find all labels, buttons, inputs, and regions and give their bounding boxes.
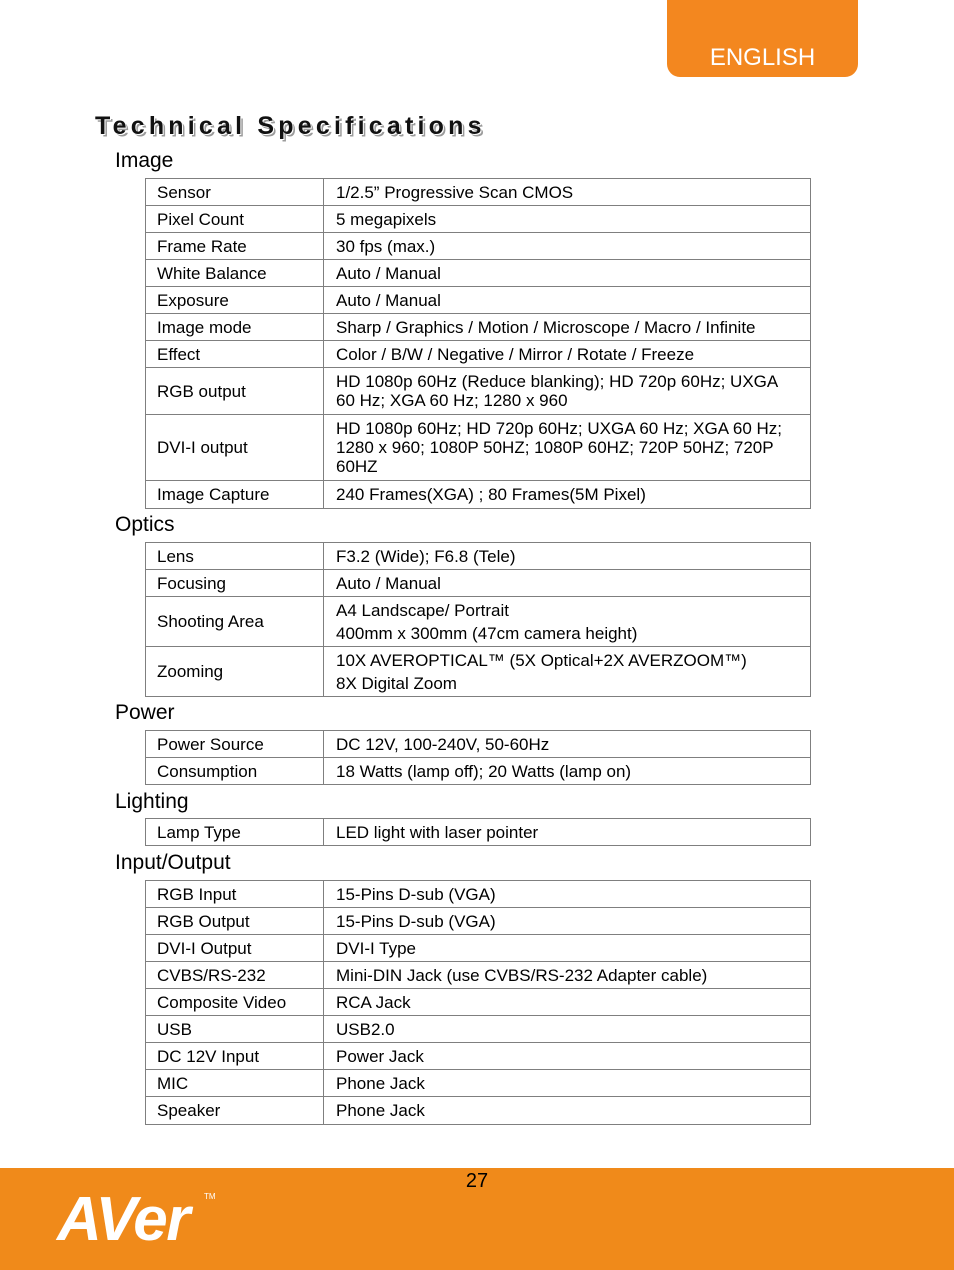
logo-trademark: TM <box>204 1192 216 1201</box>
spec-label: White Balance <box>146 260 324 286</box>
spec-value: 18 Watts (lamp off); 20 Watts (lamp on) <box>336 761 632 781</box>
spec-value-line: 60 Hz; XGA 60 Hz; 1280 x 960 <box>336 391 568 410</box>
spec-row-rgb-output <box>146 368 810 415</box>
spec-value: RCA Jack <box>336 992 411 1012</box>
spec-label: Composite Video <box>146 989 324 1015</box>
spec-value: DC 12V, 100-240V, 50-60Hz <box>336 734 550 754</box>
section-heading-power: Power <box>115 701 175 724</box>
spec-table-input-output <box>145 880 811 1125</box>
spec-value: Power Jack <box>336 1046 424 1066</box>
section-heading-optics: Optics <box>115 513 175 536</box>
spec-value-line: 60HZ <box>336 457 378 476</box>
spec-value-line: 400mm x 300mm (47cm camera height) <box>336 623 638 643</box>
spec-label: Speaker <box>146 1097 324 1124</box>
spec-row-speaker <box>146 1097 810 1125</box>
footer-band <box>0 1168 954 1270</box>
spec-label: Lamp Type <box>146 819 324 845</box>
spec-label: DVI-I output <box>146 415 324 480</box>
spec-value-line: HD 1080p 60Hz (Reduce blanking); HD 720p 60Hz; UXGA <box>336 372 779 391</box>
spec-label: Lens <box>146 543 324 569</box>
section-heading-lighting: Lighting <box>115 790 189 813</box>
spec-value: 240 Frames(XGA) ; 80 Frames(5M Pixel) <box>336 485 646 504</box>
spec-row-sensor <box>146 179 810 206</box>
spec-row-usb <box>146 1016 810 1043</box>
spec-row-pixel-count <box>146 206 810 233</box>
aver-logo <box>57 1185 227 1259</box>
section-heading-image: Image <box>115 149 174 172</box>
spec-table-lighting <box>145 818 811 846</box>
spec-label: Image mode <box>146 314 324 340</box>
spec-value <box>324 368 810 414</box>
spec-table-power <box>145 730 811 785</box>
spec-table-image <box>145 178 811 509</box>
language-tab-label: ENGLISH <box>709 44 816 71</box>
spec-value: 5 megapixels <box>336 209 437 229</box>
spec-row-cvbs-rs232 <box>146 962 810 989</box>
spec-value-line: A4 Landscape/ Portrait <box>336 600 509 620</box>
spec-value: Auto / Manual <box>336 290 441 310</box>
spec-row-rgb-output <box>146 908 810 935</box>
spec-label: Power Source <box>146 731 324 757</box>
spec-value: USB2.0 <box>336 1019 395 1039</box>
spec-value: Color / B/W / Negative / Mirror / Rotate / Freeze <box>336 344 695 364</box>
spec-label: Focusing <box>146 570 324 596</box>
spec-row-dvi-i-output <box>146 935 810 962</box>
spec-row-focusing <box>146 570 810 597</box>
spec-row-dvi-output <box>146 415 810 481</box>
page-title: Technical Specifications <box>95 112 486 140</box>
spec-label: Zooming <box>146 647 324 696</box>
spec-value-line: 8X Digital Zoom <box>336 673 457 693</box>
spec-value: 15-Pins D-sub (VGA) <box>336 911 496 931</box>
spec-label: Exposure <box>146 287 324 313</box>
spec-value: Sharp / Graphics / Motion / Microscope / Macro / Infinite <box>336 317 756 337</box>
spec-value-line: 10X AVEROPTICAL™ (5X Optical+2X AVERZOOM™) <box>336 650 747 670</box>
spec-label: Shooting Area <box>146 597 324 646</box>
spec-label: Sensor <box>146 179 324 205</box>
spec-value: 1/2.5” Progressive Scan CMOS <box>336 182 574 202</box>
spec-row-image-capture <box>146 481 810 509</box>
spec-label: Consumption <box>146 758 324 784</box>
spec-row-frame-rate <box>146 233 810 260</box>
spec-value-line: HD 1080p 60Hz; HD 720p 60Hz; UXGA 60 Hz; XGA 60 Hz; <box>336 419 782 438</box>
spec-row-composite-video <box>146 989 810 1016</box>
spec-row-image-mode <box>146 314 810 341</box>
section-heading-input-output: Input/Output <box>115 851 231 874</box>
spec-value: Phone Jack <box>336 1073 425 1093</box>
spec-row-rgb-input <box>146 881 810 908</box>
spec-row-mic <box>146 1070 810 1097</box>
spec-value: 15-Pins D-sub (VGA) <box>336 884 496 904</box>
language-tab <box>667 0 858 77</box>
spec-label: RGB Output <box>146 908 324 934</box>
spec-value <box>324 647 810 696</box>
spec-label: Image Capture <box>146 481 324 508</box>
spec-label: CVBS/RS-232 <box>146 962 324 988</box>
spec-row-white-balance <box>146 260 810 287</box>
spec-row-lamp-type <box>146 819 810 846</box>
spec-label: Effect <box>146 341 324 367</box>
spec-value: Mini-DIN Jack (use CVBS/RS-232 Adapter cable) <box>336 965 708 985</box>
spec-row-power-source <box>146 731 810 758</box>
spec-row-exposure <box>146 287 810 314</box>
spec-row-consumption <box>146 758 810 785</box>
spec-label: RGB output <box>146 368 324 414</box>
spec-value: Auto / Manual <box>336 263 441 283</box>
spec-value: LED light with laser pointer <box>336 822 539 842</box>
spec-value: Phone Jack <box>336 1101 425 1120</box>
spec-table-optics <box>145 542 811 697</box>
spec-row-effect <box>146 341 810 368</box>
spec-value: F3.2 (Wide); F6.8 (Tele) <box>336 546 516 566</box>
spec-row-lens <box>146 543 810 570</box>
spec-label: USB <box>146 1016 324 1042</box>
spec-value <box>324 415 810 480</box>
spec-value: Auto / Manual <box>336 573 441 593</box>
spec-value-line: 1280 x 960; 1080P 50HZ; 1080P 60HZ; 720P 50HZ; 720P <box>336 438 774 457</box>
spec-row-zooming <box>146 647 810 697</box>
spec-label: Frame Rate <box>146 233 324 259</box>
spec-label: MIC <box>146 1070 324 1096</box>
spec-label: DVI-I Output <box>146 935 324 961</box>
spec-row-dc-input <box>146 1043 810 1070</box>
logo-wordmark: AVer <box>57 1185 189 1254</box>
spec-label: DC 12V Input <box>146 1043 324 1069</box>
spec-label: RGB Input <box>146 881 324 907</box>
spec-value: 30 fps (max.) <box>336 236 436 256</box>
spec-value: DVI-I Type <box>336 938 416 958</box>
spec-row-shooting-area <box>146 597 810 647</box>
spec-label: Pixel Count <box>146 206 324 232</box>
spec-value <box>324 597 810 646</box>
page-number: 27 <box>465 1170 489 1192</box>
